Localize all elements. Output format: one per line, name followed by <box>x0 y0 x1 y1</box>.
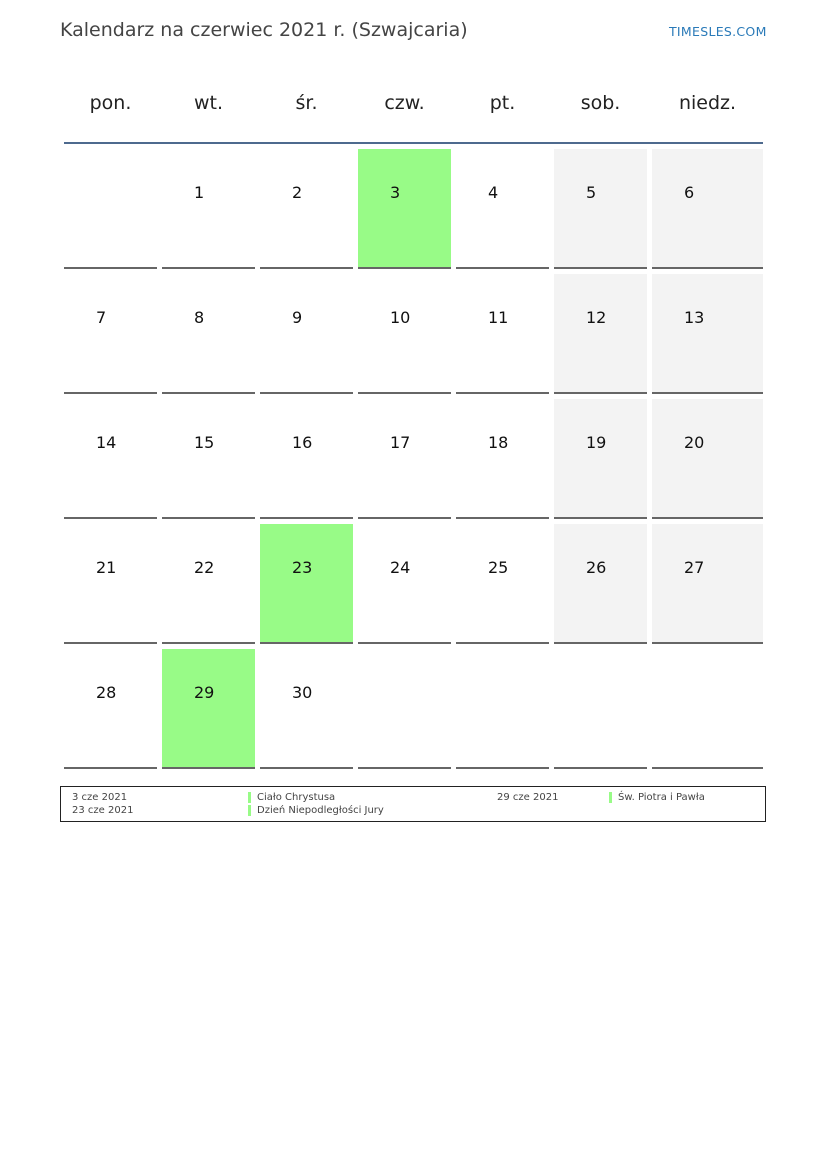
day-cell[interactable] <box>554 274 647 394</box>
brand-link[interactable]: TIMESLES.COM <box>669 24 767 39</box>
day-number: 21 <box>96 558 117 577</box>
day-number: 8 <box>194 308 205 327</box>
day-cell[interactable] <box>554 399 647 519</box>
day-number: 19 <box>586 433 607 452</box>
day-number: 16 <box>292 433 313 452</box>
day-cell[interactable] <box>260 149 353 269</box>
day-number: 3 <box>390 183 401 202</box>
day-number: 23 <box>292 558 313 577</box>
day-cell[interactable] <box>652 524 763 644</box>
day-cell[interactable] <box>358 399 451 519</box>
day-cell[interactable] <box>162 149 255 269</box>
empty-day-cell <box>554 649 647 769</box>
day-cell[interactable] <box>162 524 255 644</box>
day-number: 25 <box>488 558 509 577</box>
day-cell[interactable] <box>64 399 157 519</box>
day-cell[interactable] <box>456 149 549 269</box>
holiday-legend <box>60 786 766 822</box>
empty-day-cell <box>652 649 763 769</box>
day-number: 28 <box>96 683 117 702</box>
day-number: 22 <box>194 558 215 577</box>
empty-day-cell <box>64 149 157 269</box>
day-number: 6 <box>684 183 695 202</box>
page-title: Kalendarz na czerwiec 2021 r. (Szwajcaria) <box>60 19 468 41</box>
day-number: 2 <box>292 183 303 202</box>
day-number: 10 <box>390 308 411 327</box>
day-number: 18 <box>488 433 509 452</box>
weekday-header-tue: wt. <box>193 92 224 114</box>
day-cell[interactable] <box>456 524 549 644</box>
day-cell[interactable] <box>260 649 353 769</box>
day-number: 14 <box>96 433 117 452</box>
weekday-header-sun: niedz. <box>678 92 737 114</box>
empty-day-cell <box>358 649 451 769</box>
day-cell[interactable] <box>260 274 353 394</box>
day-number: 9 <box>292 308 303 327</box>
holiday-color-swatch <box>609 792 612 803</box>
legend-holiday-name: Dzień Niepodległości Jury <box>257 805 384 816</box>
weekday-header-wed: śr. <box>295 92 318 114</box>
holiday-day-cell[interactable] <box>260 524 353 644</box>
day-number: 11 <box>488 308 509 327</box>
day-number: 4 <box>488 183 499 202</box>
day-cell[interactable] <box>260 399 353 519</box>
day-cell[interactable] <box>358 524 451 644</box>
day-cell[interactable] <box>358 274 451 394</box>
day-cell[interactable] <box>652 274 763 394</box>
day-cell[interactable] <box>162 274 255 394</box>
day-number: 20 <box>684 433 705 452</box>
legend-holiday-name: Św. Piotra i Pawła <box>618 792 705 803</box>
day-number: 24 <box>390 558 411 577</box>
day-number: 5 <box>586 183 597 202</box>
legend-holiday-name: Ciało Chrystusa <box>257 792 336 803</box>
day-cell[interactable] <box>64 274 157 394</box>
weekday-header-thu: czw. <box>384 92 425 114</box>
holiday-color-swatch <box>248 805 251 816</box>
day-number: 12 <box>586 308 607 327</box>
day-cell[interactable] <box>652 399 763 519</box>
legend-date: 3 cze 2021 <box>72 792 128 803</box>
day-number: 30 <box>292 683 313 702</box>
day-number: 15 <box>194 433 215 452</box>
day-cell[interactable] <box>64 524 157 644</box>
day-number: 26 <box>586 558 607 577</box>
legend-date: 29 cze 2021 <box>497 792 559 803</box>
holiday-day-cell[interactable] <box>358 149 451 269</box>
holiday-color-swatch <box>248 792 251 803</box>
day-cell[interactable] <box>652 149 763 269</box>
weekday-header-sat: sob. <box>580 92 621 114</box>
day-cell[interactable] <box>456 399 549 519</box>
holiday-day-cell[interactable] <box>162 649 255 769</box>
day-cell[interactable] <box>456 274 549 394</box>
day-number: 17 <box>390 433 411 452</box>
day-number: 27 <box>684 558 705 577</box>
legend-date: 23 cze 2021 <box>72 805 134 816</box>
empty-day-cell <box>456 649 549 769</box>
day-cell[interactable] <box>554 149 647 269</box>
day-number: 1 <box>194 183 205 202</box>
day-cell[interactable] <box>162 399 255 519</box>
day-cell[interactable] <box>554 524 647 644</box>
day-number: 29 <box>194 683 215 702</box>
header-divider <box>64 142 763 144</box>
day-number: 7 <box>96 308 107 327</box>
day-number: 13 <box>684 308 705 327</box>
weekday-header-mon: pon. <box>89 92 132 114</box>
weekday-header-fri: pt. <box>489 92 516 114</box>
day-cell[interactable] <box>64 649 157 769</box>
